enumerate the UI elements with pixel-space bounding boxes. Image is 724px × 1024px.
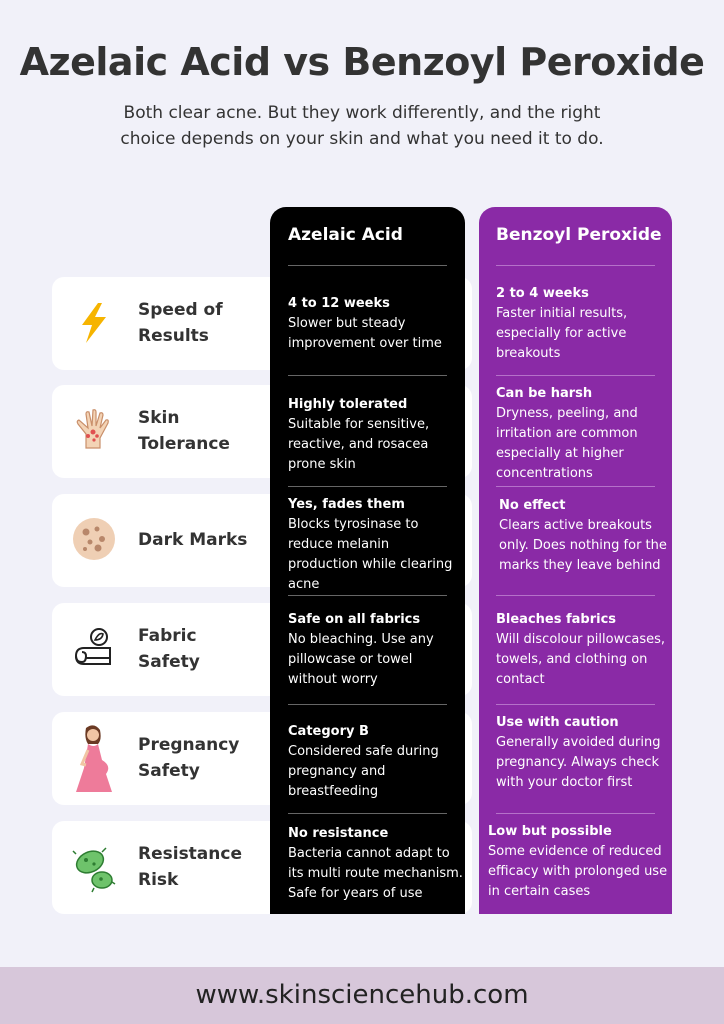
column-header-benzoyl-peroxide: Benzoyl Peroxide [496,225,662,245]
row-label-fabric: Fabric Safety [138,626,200,672]
bp-dark-marks-cell: No effect Clears active breakouts only. Does nothing for the marks they leave behind [499,498,667,573]
page-subtitle: Both clear acne. But they work differently, and the right choice depends on your skin and what you need it to do. [120,103,604,149]
aa-pregnancy-cell: Category B Considered safe during pregnancy and breastfeeding [288,724,439,799]
row-label-tolerance: Skin Tolerance [138,408,230,454]
row-label-dark-marks: Dark Marks [138,530,248,550]
bp-resistance-cell: Low but possible Some evidence of reduced efficacy with prolonged use in certain cases [488,824,668,899]
aa-resistance-cell: No resistance Bacteria cannot adapt to its multi route mechanism. Safe for years of use [288,826,463,901]
aa-fabric-cell: Safe on all fabrics No bleaching. Use any pillowcase or towel without worry [288,612,434,687]
bp-speed-cell: 2 to 4 weeks Faster initial results, especially for active breakouts [496,286,628,361]
aa-dark-marks-cell: Yes, fades them Blocks tyrosinase to reduce melanin production while clearing acne [288,497,453,592]
azelaic-acid-column [270,207,465,914]
towel-icon [72,626,116,670]
pregnant-woman-icon [72,724,116,794]
column-header-azelaic-acid: Azelaic Acid [288,225,403,245]
row-label-resistance: Resistance Risk [138,844,242,890]
irritated-hand-icon [72,408,116,452]
dark-spots-icon [72,517,116,561]
aa-tolerance-cell: Highly tolerated Suitable for sensitive, reactive, and rosacea prone skin [288,397,430,472]
benzoyl-peroxide-column [479,207,672,914]
lightning-icon [72,301,116,345]
row-label-speed: Speed of Results [138,300,223,346]
aa-speed-cell: 4 to 12 weeks Slower but steady improvement over time [288,296,442,351]
bacteria-icon [72,842,116,896]
page-title: Azelaic Acid vs Benzoyl Peroxide [19,40,705,84]
bp-fabric-cell: Bleaches fabrics Will discolour pillowcases, towels, and clothing on contact [496,612,666,687]
bp-pregnancy-cell: Use with caution Generally avoided during pregnancy. Always check with your doctor first [496,715,661,790]
bp-tolerance-cell: Can be harsh Dryness, peeling, and irritation are common especially at higher concentrations [496,386,638,481]
footer-url[interactable]: www.skinsciencehub.com [0,967,724,1024]
row-label-pregnancy: Pregnancy Safety [138,735,240,781]
